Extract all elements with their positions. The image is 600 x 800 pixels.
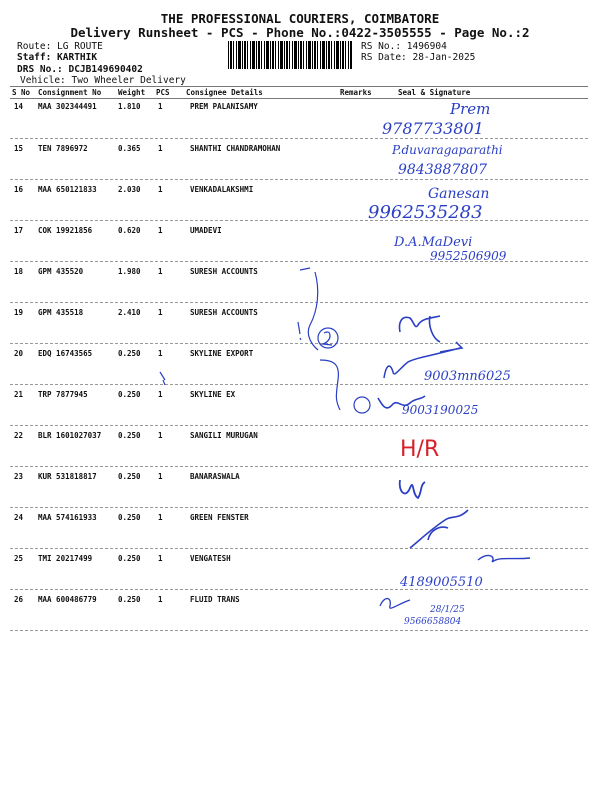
rs-number: RS No.: 1496904 [361,41,447,52]
pcs: 1 [158,513,163,522]
signature-text: 9003mn6025 [424,369,511,384]
col-consignment: Consignment No [38,88,102,97]
consignee: SKYLINE EXPORT [190,349,254,358]
signature-text: 9843887807 [398,162,488,178]
consignment-no: MAA 574161933 [38,513,97,522]
sno: 21 [14,390,24,399]
signature-text: Ganesan [428,186,490,202]
runsheet-subtitle: Delivery Runsheet - PCS - Phone No.:0422-3505555 - Page No.:2 [70,25,530,40]
signature-text: 28/1/25 [430,605,465,615]
weight: 0.250 [118,554,141,563]
signature-text: 9787733801 [382,119,484,138]
consignment-no: EDQ 16743565 [38,349,93,358]
signature-text: 9962535283 [368,202,483,223]
pcs: 1 [158,390,163,399]
signature-mark [399,316,440,342]
signature-text: 9952506909 [430,249,507,263]
weight: 0.250 [118,472,141,481]
consignee: PREM PALANISAMY [190,102,258,111]
col-seal-signature: Seal & Signature [398,88,471,97]
sno: 20 [14,349,24,358]
consignee: UMADEVI [190,226,222,235]
consignee: VENKADALAKSHMI [190,185,254,194]
consignee: SHANTHI CHANDRAMOHAN [190,144,281,153]
col-pcs: PCS [156,88,170,97]
signature-text: 9566658804 [404,617,462,627]
col-consignee: Consignee Details [186,88,263,97]
consignment-no: MAA 650121833 [38,185,97,194]
pcs: 1 [158,472,163,481]
sno: 16 [14,185,24,194]
col-remarks: Remarks [340,88,372,97]
pcs: 1 [158,102,163,111]
col-sno: S No [12,88,31,97]
sno: 25 [14,554,24,563]
signature-mark [400,480,425,498]
consignment-no: KUR 531818817 [38,472,97,481]
signature-text: 9003190025 [402,403,479,417]
pcs: 1 [158,185,163,194]
weight: 0.250 [118,349,141,358]
consignment-no: MAA 302344491 [38,102,97,111]
consignment-no: COK 19921856 [38,226,93,235]
pcs: 1 [158,144,163,153]
company-title: THE PROFESSIONAL COURIERS, COIMBATORE [160,11,440,26]
pcs: 1 [158,431,163,440]
consignment-no: BLR 1601027037 [38,431,102,440]
weight: 0.250 [118,595,141,604]
col-weight: Weight [118,88,146,97]
pcs: 1 [158,554,163,563]
consignee: BANARASWALA [190,472,240,481]
sno: 26 [14,595,24,604]
weight: 2.410 [118,308,141,317]
pcs: 1 [158,595,163,604]
consignee: SURESH ACCOUNTS [190,267,258,276]
signature-text: D.A.MaDevi [394,235,473,250]
consignment-no: TRP 7877945 [38,390,88,399]
consignee: VENGATESH [190,554,231,563]
signature-mark [410,510,468,548]
pcs: 1 [158,267,163,276]
consignment-no: GPM 435520 [38,267,84,276]
consignee: SKYLINE EX [190,390,236,399]
signature-text: H/R [400,437,440,462]
sno: 22 [14,431,24,440]
drs-number: DRS No.: DCJB149690402 [17,64,143,75]
pcs: 1 [158,226,163,235]
signature-text: Prem [450,100,491,118]
weight: 0.250 [118,513,141,522]
consignee: SANGILI MURUGAN [190,431,258,440]
weight: 1.810 [118,102,141,111]
sno: 24 [14,513,24,522]
weight: 2.030 [118,185,141,194]
pcs: 1 [158,308,163,317]
pcs: 1 [158,349,163,358]
signature-text: P.duvaragaparathi [392,143,503,157]
consignee: FLUID TRANS [190,595,240,604]
consignment-no: TEN 7896972 [38,144,88,153]
consignment-no: TMI 20217499 [38,554,93,563]
consignment-no: GPM 435518 [38,308,84,317]
consignee: SURESH ACCOUNTS [190,308,258,317]
weight: 0.365 [118,144,141,153]
weight: 0.250 [118,431,141,440]
rs-date: RS Date: 28-Jan-2025 [361,52,476,63]
vehicle-label: Vehicle: Two Wheeler Delivery [20,75,186,86]
sno: 15 [14,144,24,153]
consignee: GREEN FENSTER [190,513,249,522]
signature-mark [380,599,410,609]
sno: 18 [14,267,24,276]
weight: 0.250 [118,390,141,399]
sno: 19 [14,308,24,317]
signature-mark [478,556,530,562]
signature-text: 4189005510 [400,575,483,590]
weight: 0.620 [118,226,141,235]
sno: 14 [14,102,24,111]
consignment-no: MAA 600486779 [38,595,97,604]
sno: 17 [14,226,24,235]
remarks-scribble [160,268,370,413]
sno: 23 [14,472,24,481]
staff-label: Staff: KARTHIK [17,52,98,63]
route-label: Route: LG ROUTE [17,41,103,52]
weight: 1.980 [118,267,141,276]
